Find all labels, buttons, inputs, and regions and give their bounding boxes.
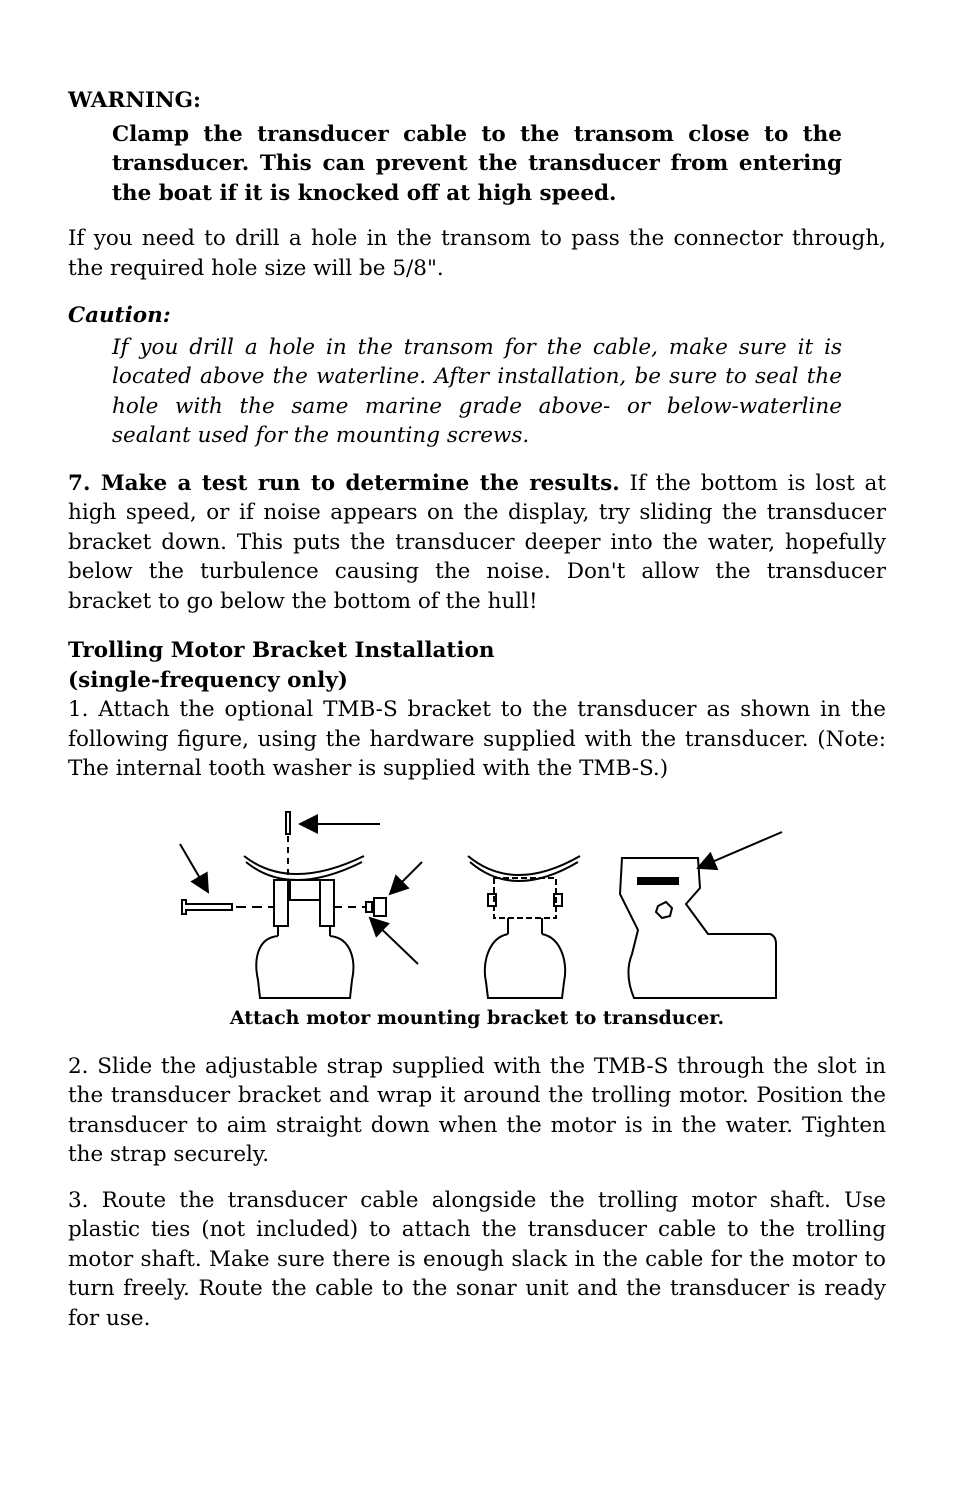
- step-7-text: If the bottom is lost at high speed, or if noise appears on the display, try sliding the transducer bracket down. This puts the transducer deeper into the water, hopefully below the turbulence causing the noise. Don't allow the transducer bracket to go below the bottom of the hull!: [68, 470, 886, 614]
- warning-text: Clamp the transducer cable to the transom close to the transducer. This can prevent the transducer from entering the boat if it is knocked off at high speed.: [112, 121, 842, 206]
- trolling-step-1: 1. Attach the optional TMB-S bracket to the transducer as shown in the following figure, using the hardware supplied with the transducer. (Note: The internal tooth washer is supplied with the TMB-S.): [68, 697, 886, 781]
- step-7-lead: 7. Make a test run to determine the results.: [68, 470, 620, 496]
- figure-caption: Attach motor mounting bracket to transducer.: [229, 1006, 725, 1029]
- trolling-step-2: 2. Slide the adjustable strap supplied with the TMB-S through the slot in the transducer bracket and wrap it around the trolling motor. Position the transducer to aim straight down when the motor is in the water. Tighten the strap securely.: [68, 1053, 886, 1167]
- caution-text: If you drill a hole in the transom for the cable, make sure it is located above the waterline. After installation, be sure to seal the hole with the same marine grade above- or below-waterline sealant used for the mounting screws.: [112, 334, 842, 448]
- bracket-figure: [68, 804, 886, 1004]
- bracket-diagram: [68, 804, 886, 1004]
- warning-heading: WARNING:: [68, 88, 201, 113]
- trolling-heading-line1: Trolling Motor Bracket Installation: [68, 638, 495, 663]
- manual-page: [68, 86, 886, 1333]
- hole-size-paragraph: If you need to drill a hole in the transom to pass the connector through, the required hole size will be 5/8".: [68, 226, 886, 281]
- trolling-heading-line2: (single-frequency only): [68, 667, 348, 693]
- trolling-step-3: 3. Route the transducer cable alongside the trolling motor shaft. Use plastic ties (not included) to attach the transducer cable to the trolling motor shaft. Make sure there is enough slack in the cable for the motor to turn freely. Route the cable to the sonar unit and the transducer is ready for use.: [68, 1187, 886, 1331]
- exploded-view: [180, 812, 422, 998]
- step-7-paragraph: [68, 469, 886, 617]
- assembled-side-view: [620, 832, 782, 998]
- strap-slot: [638, 878, 678, 884]
- assembled-front-view: [468, 856, 580, 998]
- caution-heading: Caution:: [68, 303, 171, 328]
